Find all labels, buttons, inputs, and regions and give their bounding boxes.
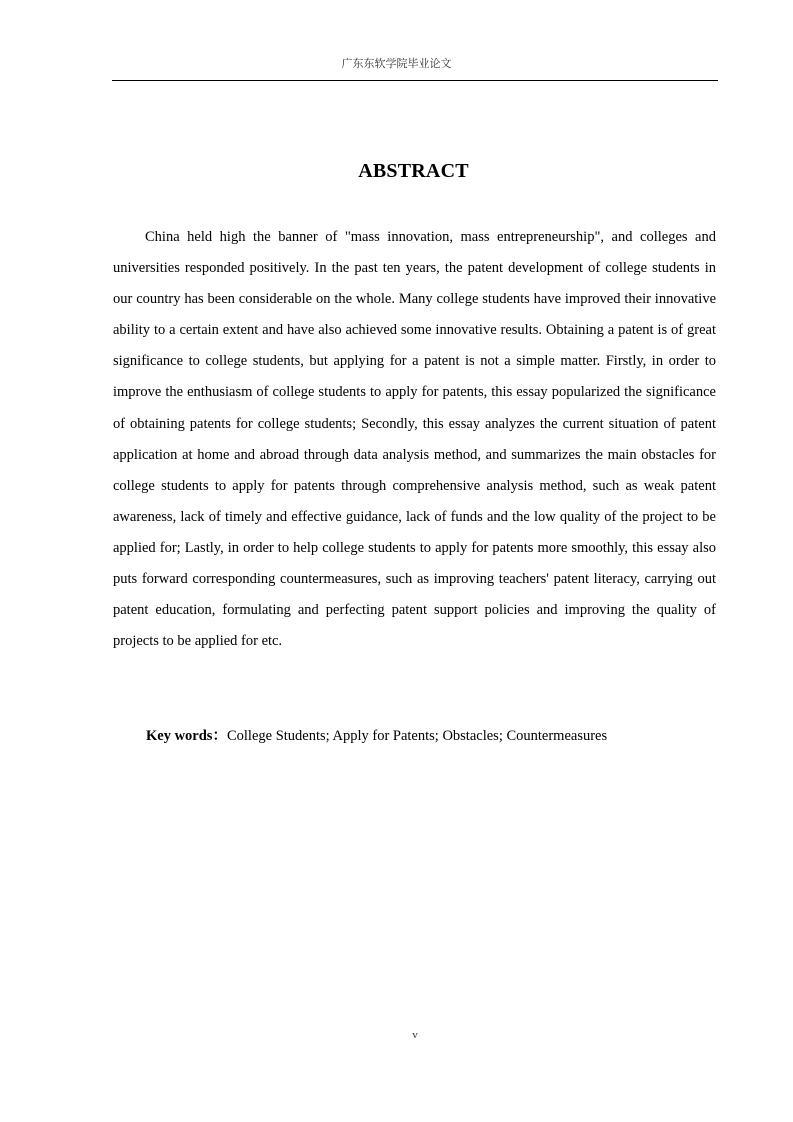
running-header: 广东东软学院毕业论文	[341, 57, 452, 70]
header-divider	[112, 80, 718, 81]
abstract-paragraph: China held high the banner of "mass innovation, mass entrepreneurship", and colleges and universities responded positively. In the past ten years, the patent development of college students in our country has been considerable on the whole. Many college students have improved their innovative ability to a certain extent and have also achieved some innovative results. Obtaining a patent is of great significance to college students, but applying for a patent is not a simple matter. Firstly, in order to improve the enthusiasm of college students to apply for patents, this essay popularized the significance of obtaining patents for college students; Secondly, this essay analyzes the current situation of patent application at home and abroad through data analysis method, and summarizes the main obstacles for college students to apply for patents through comprehensive analysis method, such as weak patent awareness, lack of timely and effective guidance, lack of funds and the low quality of the project to be applied for; Lastly, in order to help college students to apply for patents more smoothly, this essay also puts forward corresponding countermeasures, such as improving teachers' patent literacy, carrying out patent education, formulating and perfecting patent support policies and improving the quality of projects to be applied for etc.	[113, 229, 716, 650]
page-title: ABSTRACT	[358, 160, 469, 182]
keywords-line	[146, 722, 716, 750]
keywords-label: Key words：	[146, 728, 227, 744]
page-number: v	[412, 1029, 418, 1041]
keywords-value: College Students; Apply for Patents; Obstacles; Countermeasures	[226, 728, 608, 744]
